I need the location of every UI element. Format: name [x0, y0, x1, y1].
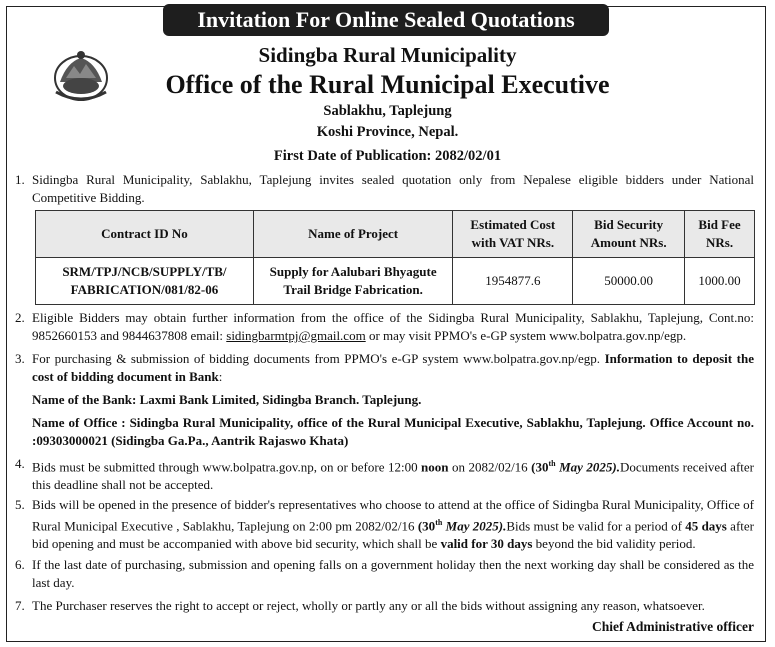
table-row — [36, 258, 755, 305]
item-number: 7. — [15, 598, 25, 613]
item-4-text-a: Bids must be submitted through www.bolpatra.gov.np, on or before 12:00 — [32, 459, 422, 475]
item-5-date: (30 — [417, 518, 436, 534]
item-number: 2. — [15, 310, 25, 325]
notice-banner: Invitation For Online Sealed Quotations — [163, 4, 609, 36]
item-5-text-c: after bid opening and must be accompanied with above bid security, which shall be — [32, 518, 754, 552]
header-project-name: Name of Project — [253, 211, 453, 258]
project-line-2: Trail Bridge Fabrication. — [283, 282, 423, 297]
header-bid-security — [573, 211, 685, 258]
signature: Chief Administrative officer — [592, 619, 754, 634]
project-line-1: Supply for Aalubari Bhyagute — [269, 264, 437, 279]
item-3-text — [32, 350, 754, 386]
item-4-text-c: Documents received after this deadline shall not be accepted. — [32, 459, 754, 493]
email-link[interactable]: sidingbarmtpj@gmail.com — [226, 328, 366, 343]
header-contract-id: Contract ID No — [36, 211, 254, 258]
item-5-text — [32, 496, 754, 553]
cell-project-name — [253, 258, 453, 305]
item-5-sup: th — [435, 518, 443, 527]
item-1-text: Sidingba Rural Municipality, Sablakhu, Taplejung invites sealed quotation only from Nepalese eligible bidders under National Competitive Bidding. — [32, 172, 754, 205]
item-4-may: May 2025). — [555, 459, 620, 475]
item-5-text-d: beyond the bid validity period. — [532, 536, 696, 552]
cell-contract-id — [36, 258, 254, 305]
header-security-line-2: Amount NRs. — [590, 235, 667, 250]
cell-estimated-cost: 1954877.6 — [453, 258, 573, 305]
municipality-name: Sidingba Rural Municipality — [258, 43, 517, 67]
item-5-text-a: Bids will be opened in the presence of bidder's representatives who choose to attend at the office of Sidingba Rural Municipality, Office of Rural Municipal Executive , Sablakhu, Taplejung on 2:00 pm 2082/02/16 — [32, 497, 754, 534]
item-4-date: (30 — [531, 459, 549, 475]
contract-id-line-2: FABRICATION/081/82-06 — [70, 282, 219, 297]
header-fee-line-2: NRs. — [705, 235, 734, 250]
table-header-row — [36, 211, 755, 258]
header-fee-line-1: Bid Fee — [698, 217, 741, 232]
header-security-line-1: Bid Security — [594, 217, 664, 232]
address-line-1: Sablakhu, Taplejung — [323, 103, 452, 119]
header-bid-fee — [685, 211, 755, 258]
item-number: 4. — [15, 456, 25, 471]
header-estimated-cost — [453, 211, 573, 258]
publication-date: First Date of Publication: 2082/02/01 — [273, 148, 502, 164]
item-5-may: May 2025). — [442, 518, 507, 534]
item-number: 6. — [15, 557, 25, 572]
item-4-text — [32, 455, 754, 494]
item-2-text-a: Eligible Bidders may obtain further information from the office of the Sidingba Rural Municipality, Sablakhu, Taplejung, Cont.no: 9852660153 and 9844637808 email: — [32, 310, 754, 343]
cell-bid-security: 50000.00 — [573, 258, 685, 305]
item-3-text-bold: Information to deposit the cost of bidding document in Bank — [32, 351, 754, 384]
item-2-text-b: or may visit PPMO's e-GP system www.bolpatra.gov.np/egp. — [365, 328, 687, 343]
cell-bid-fee: 1000.00 — [685, 258, 755, 305]
office-title: Office of the Rural Municipal Executive — [165, 70, 610, 99]
item-4-noon: noon — [421, 459, 449, 475]
item-number: 1. — [15, 172, 25, 187]
header-cost-line-1: Estimated Cost — [470, 217, 556, 232]
contract-table — [35, 210, 755, 305]
item-7-text: The Purchaser reserves the right to accept or reject, wholly or partly any or all the bids without assigning any reason, whatsoever. — [32, 598, 705, 613]
item-3-text-a: For purchasing & submission of bidding documents from PPMO's e-GP system www.bolpatra.gov.np/egp. — [32, 351, 605, 366]
item-4-text-b: on 2082/02/16 — [448, 459, 532, 475]
item-5-days: 45 days — [685, 518, 727, 534]
item-number: 3. — [15, 351, 25, 366]
office-account: Name of Office : Sidingba Rural Municipality, office of the Rural Municipal Executive, Sablakhu, Taplejung. Office Account no. :09303000021 (Sidingba Ga.Pa., Aantrik Rajaswo Khata) — [32, 415, 754, 448]
bank-name: Name of the Bank: Laxmi Bank Limited, Sidingba Branch. Taplejung. — [32, 392, 422, 407]
item-5-text-b: Bids must be valid for a period of — [506, 518, 686, 534]
item-number: 5. — [15, 497, 25, 512]
item-4-sup: th — [548, 459, 556, 468]
item-2-text — [32, 309, 754, 345]
header-cost-line-2: with VAT NRs. — [471, 235, 555, 250]
contract-id-line-1: SRM/TPJ/NCB/SUPPLY/TB/ — [62, 264, 227, 279]
item-3-text-c: : — [218, 369, 223, 384]
item-6-text: If the last date of purchasing, submission and opening falls on a government holiday then the next working day shall be considered as the last day. — [32, 557, 754, 590]
address-line-2: Koshi Province, Nepal. — [316, 124, 459, 140]
item-5-valid: valid for 30 days — [440, 536, 533, 552]
